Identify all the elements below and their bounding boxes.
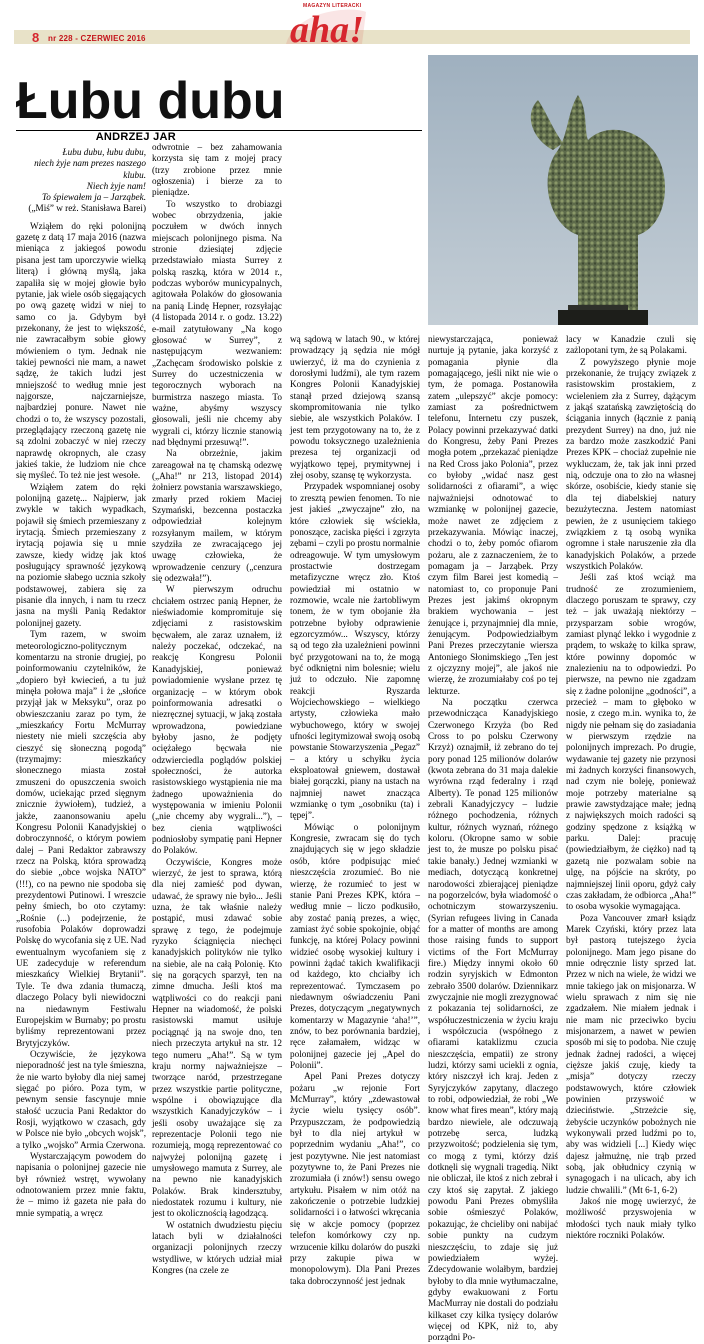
paragraph: Oczywiście, że językowa nieporadność jest na tyle śmieszna, że nie warto byłoby dla niej samej sięgać po pióro. Poza tym, w pewnym sensie fascynuje mnie stałość uczucia Pani Redaktor do Rosji, wyjątkowo w czasach, gdy w Polsce nie było „obcych wojsk”, a tylko „wojsko” Armia Czerwona.	[16, 1048, 146, 1150]
article-column-5	[566, 334, 696, 1241]
paragraph: wą sądową w latach 90., w której prowadzący ją sędzia nie mógł uwierzyć, iż ma do czynienia z dorosłymi ludźmi), ale tym razem Kongres Polonii Kanadyjskiej stanął przed dziejową szansą skompromitowania nie tylko siebie, ale wszystkich Polaków. I jest tem przygotowany na to, że z powodu toksycznego uzależnienia prezesa tej organizacji od wyjątkowo tępej, prymitywnej i złej osoby, szansę tę wykorzysta.	[290, 334, 420, 481]
paragraph: W ostatnich dwudziestu pięciu latach byli w działalności organizacji polonijnych rzeczy wstydliwe, w których udział miał Kongres (na czele ze	[152, 1219, 282, 1276]
motto-line-3: Niech żyje nam!	[86, 180, 146, 191]
paragraph: odwrotnie – bez zahamowania korzysta się tam z mojej pracy (trzy zrobione przez mnie ogłoszenia) i bierze za to pieniądze.	[152, 142, 282, 198]
paragraph: Wziąłem do ręki polonijną gazetę z datą 17 maja 2016 (nazwa mieniąca z jakiegoś powodu pisana jest tam uporczywie wielką literą) i główną myślą, jaka zapaliła się w mojej głowie było pytanie, jak wiele osób sięgających po ową gazetę widzi w niej to samo co ja. Gdybym był przekonany, że jest to większość, nie zawracałbym sobie głowy mówieniem o tym. Jednak nie takiej pewności nie mam, a nawet sądzę, że takich ludzi jest mniejszość to według mnie jest najgorsze, najczarniejsze, najbardziej ponure. Nawet nie chodzi o to, że wszyscy pozostali, przeglądający rzeczoną gazetę nie są zdolni zobaczyć w niej rzeczy naprawdę okropnych, ale czasy jakieś takie, że ludziom nie chce się myśleć. To też nie jest wesołe.	[16, 220, 146, 481]
paragraph: Oczywiście, Kongres może wierzyć, że jest to sprawa, którą dla niej zamieść pod dywan, udawać, że sprawy nie było... Jeśli uzna, że tak właśnie należy postąpić, musi zdawać sobie sprawę z tego, że podejmuje ryzyko ściągnięcia niechęci kanadyjskich polityków nie tylko na siebie, ale na całą Polonię. Kto się na gorących sparzył, ten na zimne dmucha. Jeśli ktoś ma wątpliwości co do reakcji pani Hepner na wiadomość, że polski rasistowski mamut usiłuje pociągnąć ją na swoje dno, ten niech przeczyta artykuł na str. 12 tego numeru „Aha!”. Są w tym kraju normy najważniejsze – tworzące naród, przestrzegane przez wszystkie partie polityczne, wspólne i obowiązujące dla wszystkich Kanadyjczyków – i jeśli osoby uważające się za reprezentacje Polonii tego nie rozumieją, mogą reprezentować co najwyżej polonijną gazetę i umysłowego mamuta z Surrey, ale na pewno nie kanadyjskich Polaków. Brak kindersztuby, niedostatek rozumu i kultury, nie jest to okolicznością łagodzącą.	[152, 856, 282, 1219]
paragraph: W pierwszym odruchu chciałem ostrzec panią Hepner, że nieświadomie kompromituje się zdjęciami z rasistowskim bęcwałem, ale zaraz uznałem, iż należy poczekać, odczekać, na reakcję Kongresu Polonii Kanadyjskiej, ponieważ powiadomienie wysłane przez tę organizację – w którym obok poinformowania adresatki o niezręcznej sytuacji, w jaką została wprowadzona, powiedziane byłoby jasno, że podjęty ociężałego bęcwała nie odzwierciedla poglądów polskiej społeczności, że autorka rasistowskiego wystąpienia nie ma żadnego upoważnienia do występowania w imieniu Polonii („nie chcemy aby wygrali...”), – bez cienia wątpliwości podniosłoby sympatię pani Hepner do Polaków.	[152, 584, 282, 856]
aha-logo	[282, 4, 368, 51]
title-divider	[16, 130, 422, 131]
paragraph: Mówiąc o polonijnym Kongresie, zwracam się do tych znajdujących się w jego składzie osób, które podpisując mieć nieszczęścia zrozumieć. Bo nie wierzę, że rozumieć to jest w stanie Pani Prezes KPK, która – według mnie – liczo podkusiło, aby zostać panią prezes, a więc, zamiast żyć sobie spokojnie, objąć funkcję, na której Polacy powinni widzieć osobę wysokiej kultury i powinni żądać takich kwalifikacji od każdego, kto chciałby ich reprezentować. Tymczasem po niedawnym oświadczeniu Pani Prezes, dotyczącym „negatywnych komentarzy w Magazynie ‘aha!’”, znów, to bez porównania bardziej, ręce załamałem, widząc w polonijnej gazecie jej „Apel do Polonii”.	[290, 821, 420, 1070]
article-title: Łubu dubu	[16, 72, 285, 130]
paragraph: Z powyższego płynie moje przekonanie, że trujący związek z rasistowskim prostakiem, z wcieleniem zła z Surrey, dążącym z jakąś szatańską zawziętością do ściągania innych (łącznie z panią prezydent Surrey) na dno, już nie za bardzo może zaszkodzić Pani Prezes KPK – chociaż zupełnie nie wykluczam, że, tak jak inni przed nią, odczuje ona to zło na własnej skórze, osobiście, kiedy stanie się dla tej diabelskiej natury bezużyteczna. Jestem natomiast pewien, że z usunięciem takiego związkiem z tą osobą wynika ogromne i stałe naruszenie zła dla kanadyjskich Polaków, a przede wszystkich Polaków.	[566, 356, 696, 571]
paragraph: Jeśli zaś ktoś wciąż ma trudność ze zrozumieniem, dlaczego poruszam te sprawy, czy też – jak uważają niektórzy – przysparzam sobie wrogów, zamiast plynąć lekko i wygodnie z prądem, to wskażę to kilka spraw, które powinny dopomóc w znalezieniu na to odpowiedzi. Po pierwsze, na pewno nie zgadzam się z żadne polonijne „godności”, a przecież – mam to głęboko w nosie, z czego m.in. wynika to, że nigdy nie pełnam się do zasiadania w pierwszym rzędzie na polonijnych imprezach. Po drugie, wydawanie tej gazety nie przynosi mi żadnych korzyści finansowych, nad czym nie boleję, ponieważ moje potrzeby materialne są prawie zawstydzające małe; jedną z największych moich radości są godziny spędzone z książką w parku. Dalej: pracuję (powiedziałbym, że ciężko) nad tą gazetą nie pozwalam sobie na ulgę, na pójście na skróty, po najmniejszej linii oporu, gdyż cały czas zakładam, że odbiorca „Aha!” to osoba wysokie wymagająca.	[566, 572, 696, 912]
logo-text: aha!	[290, 9, 364, 51]
issue-date: nr 228 - CZERWIEC 2016	[48, 34, 146, 43]
motto-attribution: („Miś” w reż. Stanisława Barei)	[28, 203, 146, 214]
cactus-photo	[428, 55, 698, 325]
page-number: 8	[32, 30, 40, 45]
paragraph: Wziąłem zatem do ręki polonijną gazetę... Najpierw, jak zwykle w takich wypadkach, pojawił się śmiech przemieszany z irytacją. Śmiech przemieszany z irytacją pojawia się u mnie zawsze, kiedy widzę jak ktoś posługujący sprawność językową na poziomie słabego ucznia szkoły podstawowej, zabiera się za pisanie dla innych, i nam tu rzecz jasna na myśli Panią Redaktor polonijnej gazety.	[16, 481, 146, 628]
motto-line-1: Łubu dubu, łubu dubu,	[62, 147, 146, 157]
article-column-3	[290, 334, 420, 1286]
motto-line-2: niech żyje nam prezes naszego klubu.	[34, 158, 146, 180]
article-column-2	[152, 142, 282, 1276]
paragraph: Poza Vancouver zmarł ksiądz Marek Czyński, który przez lata był pastorą tutejszego życia polonijnego. Mam jego pisane do mnie odręcznie listy sprzed lat. Przez w nich na wiele, że widzi we mnie takiego jak on misjonarza. W wielu sprawach z nim się nie zgadzałem. Nie miałem jednak i nie mam nic przeciwko byciu misjonarzem, a nawet w pewien sposób mi się to podoba. Nie czuję jednak żadnej radości, a więcej cięższe jakiś czuję, kiedy ta „misja” dotyczy rzeczy podstawowych, które człowiek powinien przyswoić w dzieciństwie. „Strzeżcie się, żebyście uczynków pobożnych nie wykonywali przed ludźmi po to, aby was widzieli [...] Kiedy więc dajesz jałmużnę, nie trąb przed sobą, jak obłudnicy czynią w synagogach i na ulicach, aby ich ludzie chwalili.” (Mt 6-1, 6-2)	[566, 912, 696, 1195]
article-motto	[16, 147, 146, 215]
paragraph: niewystarczająca, ponieważ nurtuje ją pytanie, jaka korzyść z pomagania płynie dla pomagającego, jeśli nikt nie wie o tym, że pomaga. Postanowiła zatem „ulepszyć” akcje pomocy: zamiast za pośrednictwem telefonu, Internetu czy puszek, Polacy powinni przekazywać datki do Kongresu, żeby Pani Prezes mogła potem „przekazać pieniądze na Red Cross jako Polonia”, przez co byłoby „widać nasz gest solidarności z ofiarami”, a więc najważniejsi odnotować to wzmiankę w polonijnej gazecie, może nawet ze zdjęciem z przekazywania. Mówiąc inaczej, chodzi o to, żeby pomóc ofiarom pożaru, ale z zaznaczeniem, że to pomagam ja – Jarząbek. Przy czym film Barei jest komedią – natomiast to, co proponuje Pani Prezes jest jakimś okropnym brakiem wychowania – jest żenujące i, przynajmniej dla mnie, żenującym. Podpowiedziałbym Pani Prezes przeczytanie wiersza Antoniego Słonimskiego „Ten jest z ojczyzny mojej”, ale jakoś nie wierzę, że zrozumiałaby coś po tej lekturze.	[428, 334, 558, 696]
article-author: ANDRZEJ JAR	[95, 131, 176, 143]
paragraph: Przypadek wspomnianej osoby to zresztą pewien fenomen. To nie jest jakieś „zwyczajne” zło, na które człowiek się wściekła, ponoszące, zaciska pięści i zgrzyta zębami – czyli po prostu normalnie odreagowuje. W tym umysłowym prostactwie dostrzegam metafizyczne wręcz zło. Ktoś powiedział mi ostatnio w rozmowie, wcale nie żartobliwym tonem, że w tym obojanie żła potrzebne byłoby odprawienie egzorcyzmów... Wszyscy, którzy są od tego zła uzależnieni powinni być przygotowani na to, że mogą być odkniętni nim bolesnie; wielu już to odczuło. Nie zapomnę reakcji Ryszarda Wojciechowskiego – wielkiego artysty, człowieka mało wybuchowego, który w swojej ufności legitymizował swoją osobą powstanie Stowarzyszenia „Pegaz” – a który u schyłku życia eksploatował gniewem, dostawał białej gorączki, piany na ustach na najmniej nawet znacząca wzmiankę o tym „osobniku (ta) i tępej”.	[290, 481, 420, 821]
paragraph: Apel Pani Prezes dotyczy pożaru „w rejonie Fort McMurray”, który „zdewastował życie wielu tysięcy osób”. Przypuszczam, że podpowiedzią był to dla niej artykuł w poprzednim wydaniu „Aha!”, co jest pozytywne. Nie jest natomiast pozytywne to, że Pani Prezes nie zrozumiała (i znów!) sensu owego artykułu. Pisałem w nim otóż na zakończenie o potrzebie ludzkiej solidarności i o łatwości wkręcania się w akcje pomocy (poprzez telefon komórkowy czy np. wrzucenie kilku dolarów do puszki przy zakupie piwa w monopolowym). Dla Pani Prezes taka dobroczynność jest jednak	[290, 1071, 420, 1286]
paragraph: Wystarczającym powodem do napisania o polonijnej gazecie nie był również wstręt, wywołany odnotowaniem przez mnie faktu, że – mimo iż gazeta nie pała do mnie sympatią, a wręcz	[16, 1150, 146, 1218]
motto-line-4: To śpiewałem ja – Jarząbek.	[41, 192, 146, 203]
paragraph: lacy w Kanadzie czuli się zażlopotani tym, że są Polakami.	[566, 334, 696, 356]
article-column-1	[16, 147, 146, 1218]
paragraph: Na początku czerwca przewodnicząca Kanadyjskiego Czerwonego Krzyża (bo Red Cross to po polsku Czerwony Krzyż) oznajmił, iż zebrano do tej pory ponad 125 milionów dolarów (kwota zebrana do 31 maja dalekie wyrówna rząd federalny i rząd Alberty). Te ponad 125 milionów zebrali Kanadyjczycy – ludzie różnego pochodzenia, różnych kultur, różnych wyznań, różnego koloru. (Okropne samo w sobie jest to, że musze po polsku pisać takie banały.) Jednej wzmianki w mediach, dotyczącą konkretnej narodowości zbierającej pieniądze na pogorzelców, była wiadomość o ochotniczym stowarzyszeniu. (Syrian refugees living in Canada for a matter of months are among those raising funds to support victims of the Fort McMurray fire.) Między innymi około 60 rodzin syryjskich w Edmonton zebrało 3500 dolarów. Dziennikarz zwyczajnie nie mogli zrezygnować z pokazania tej solidarności, ze współuczestniczenia w życiu kraju i współczucia (współnego z ofiarami kataklizmu czucia nieszczęścia, empatii) ze strony ludzi, którzy sami uciekli z ognia, który niszczył ich kraj. Jeden z Syryjczyków zapytany, dlaczego to robi, odpowiedział, że robi „We know what fires mean”, który mają bardzo niewiele, ale odczuwają potrzebę serca, ludzką przyzwoitość; podzielenia się tym, co mogą z tymi, którzy dziś dotknęli się wygnali tragedią. Nikt nie obliczał, ile ktoś z nich zebrał i czy ktoś się zapytał. Z jakiego powodu Pani Prezes obmyśliła sobie ośmieszyć Polaków, pokazując, że chcieliby oni nabijać sobie punkty na cudzym nieszczęściu, to zdaje się już powiedziałem wyżej. Zdecydowanie wolałbym, bardziej byłoby to dla mnie wytłumaczalne, gdyby ewakuowani z Fortu MacMurray nie dostali do podziału kilkaset czy kilka tysięcy dolarów więcej od KPK, niż to, aby porządni Po-	[428, 697, 558, 1343]
paragraph: To wszystko to drobiazgi wobec obrzydzenia, jakie poczułem w dwóch innych miejscach polonijnego pisma. Na stronie dziesiątej zdjęcie przedstawiało miasta Surrey z polską raszką, która w 2014 r., podczas wyborów municypalnych, agitowała Polaków do głosowania na panią Lindę Hepner, rozsyłając (4 listopada 2014 r. o godz. 13.22) e-mail zatytułowany „Na kogo głosować w Surrey”, z następującym wezwaniem: „Zachęcam środowisko polskie z Surrey do uczestniczenia w tegorocznych wyborach na burmistrza naszego miasta. To ważne, abyśmy wszyscy głosowali, jeśli nie chcemy aby wygrali ci, którzy licznie stanowią nad błędnymi przesuwą!”.	[152, 198, 282, 447]
logo-tagline: MAGAZYN LITERACKI	[303, 3, 362, 9]
paragraph: Jakoś nie mogę uwierzyć, że możliwość przyswojenia w młodości tych nauk miały tylko niektóre roczniki Polaków.	[566, 1196, 696, 1241]
paragraph: Tym razem, w swoim meteorologiczno-politycznym komentarzu na stronie drugiej, po poinformowaniu czytelników, że „dopiero był kwiecień, a tu już minęła połowa maja” i że „słońce przyjął jak w Meksyku”, oraz po obwieszczaniu zaraz po tym, że „mieszkańcy Fortu McMurray niestety nie mieli szczęścia aby cieszyć się słoneczną pogodą” (trzymajmy: mieszkańcy słonecznego miasta został zmuszeni do opuszczenia swoich domów, uciekając przed sięgnym znicznie żywiołem), tudzież, a jakże, zaanonsowaniu apelu Kongresu Polonii Kanadyjskiej o dobroczynność, o którym powiem dalej – Pani Redaktor zabrawszy rzecz na Polską, która sprowadzą do siebie „obce wojska NATO” (!!!), co na pewno nie spodoba się prezydentowi Putinowi. I wreszcie pełny śmiech, bo oto czytamy: „Rośnie (...) podejrzenie, że rusofobia Polaków doprowadzi Polskę do wycofania się z UE. Nad ewentualnym wycofaniem się z UE zadecyduje w referendum mieszkańcy Wielkiej Brytanii”. Tyle. Te dwa zdania tłumaczą, dlaczego Polacy byli niewidoczni na niedawnym Festiwalu Europejskim w Burnaby; po prostu byliśmy reprezentowani przez Brytyjczyków.	[16, 629, 146, 1048]
paragraph: Na obrzeżnie, jakim zareagował na tę chamską odezwę („Aha!” nr 213, listopad 2014) żołnierz powstania warszawskiego, zmarły przed rokiem Maciej Szymański, bezcenna postaczka odpowiedział kolejnym rozsyłanym mailem, w którym szydziła ze zwracającego jej uwagę człowieka, że wprowadzenie cenzury („cenzura się odezwała!”).	[152, 448, 282, 584]
article-column-4	[428, 334, 558, 1343]
